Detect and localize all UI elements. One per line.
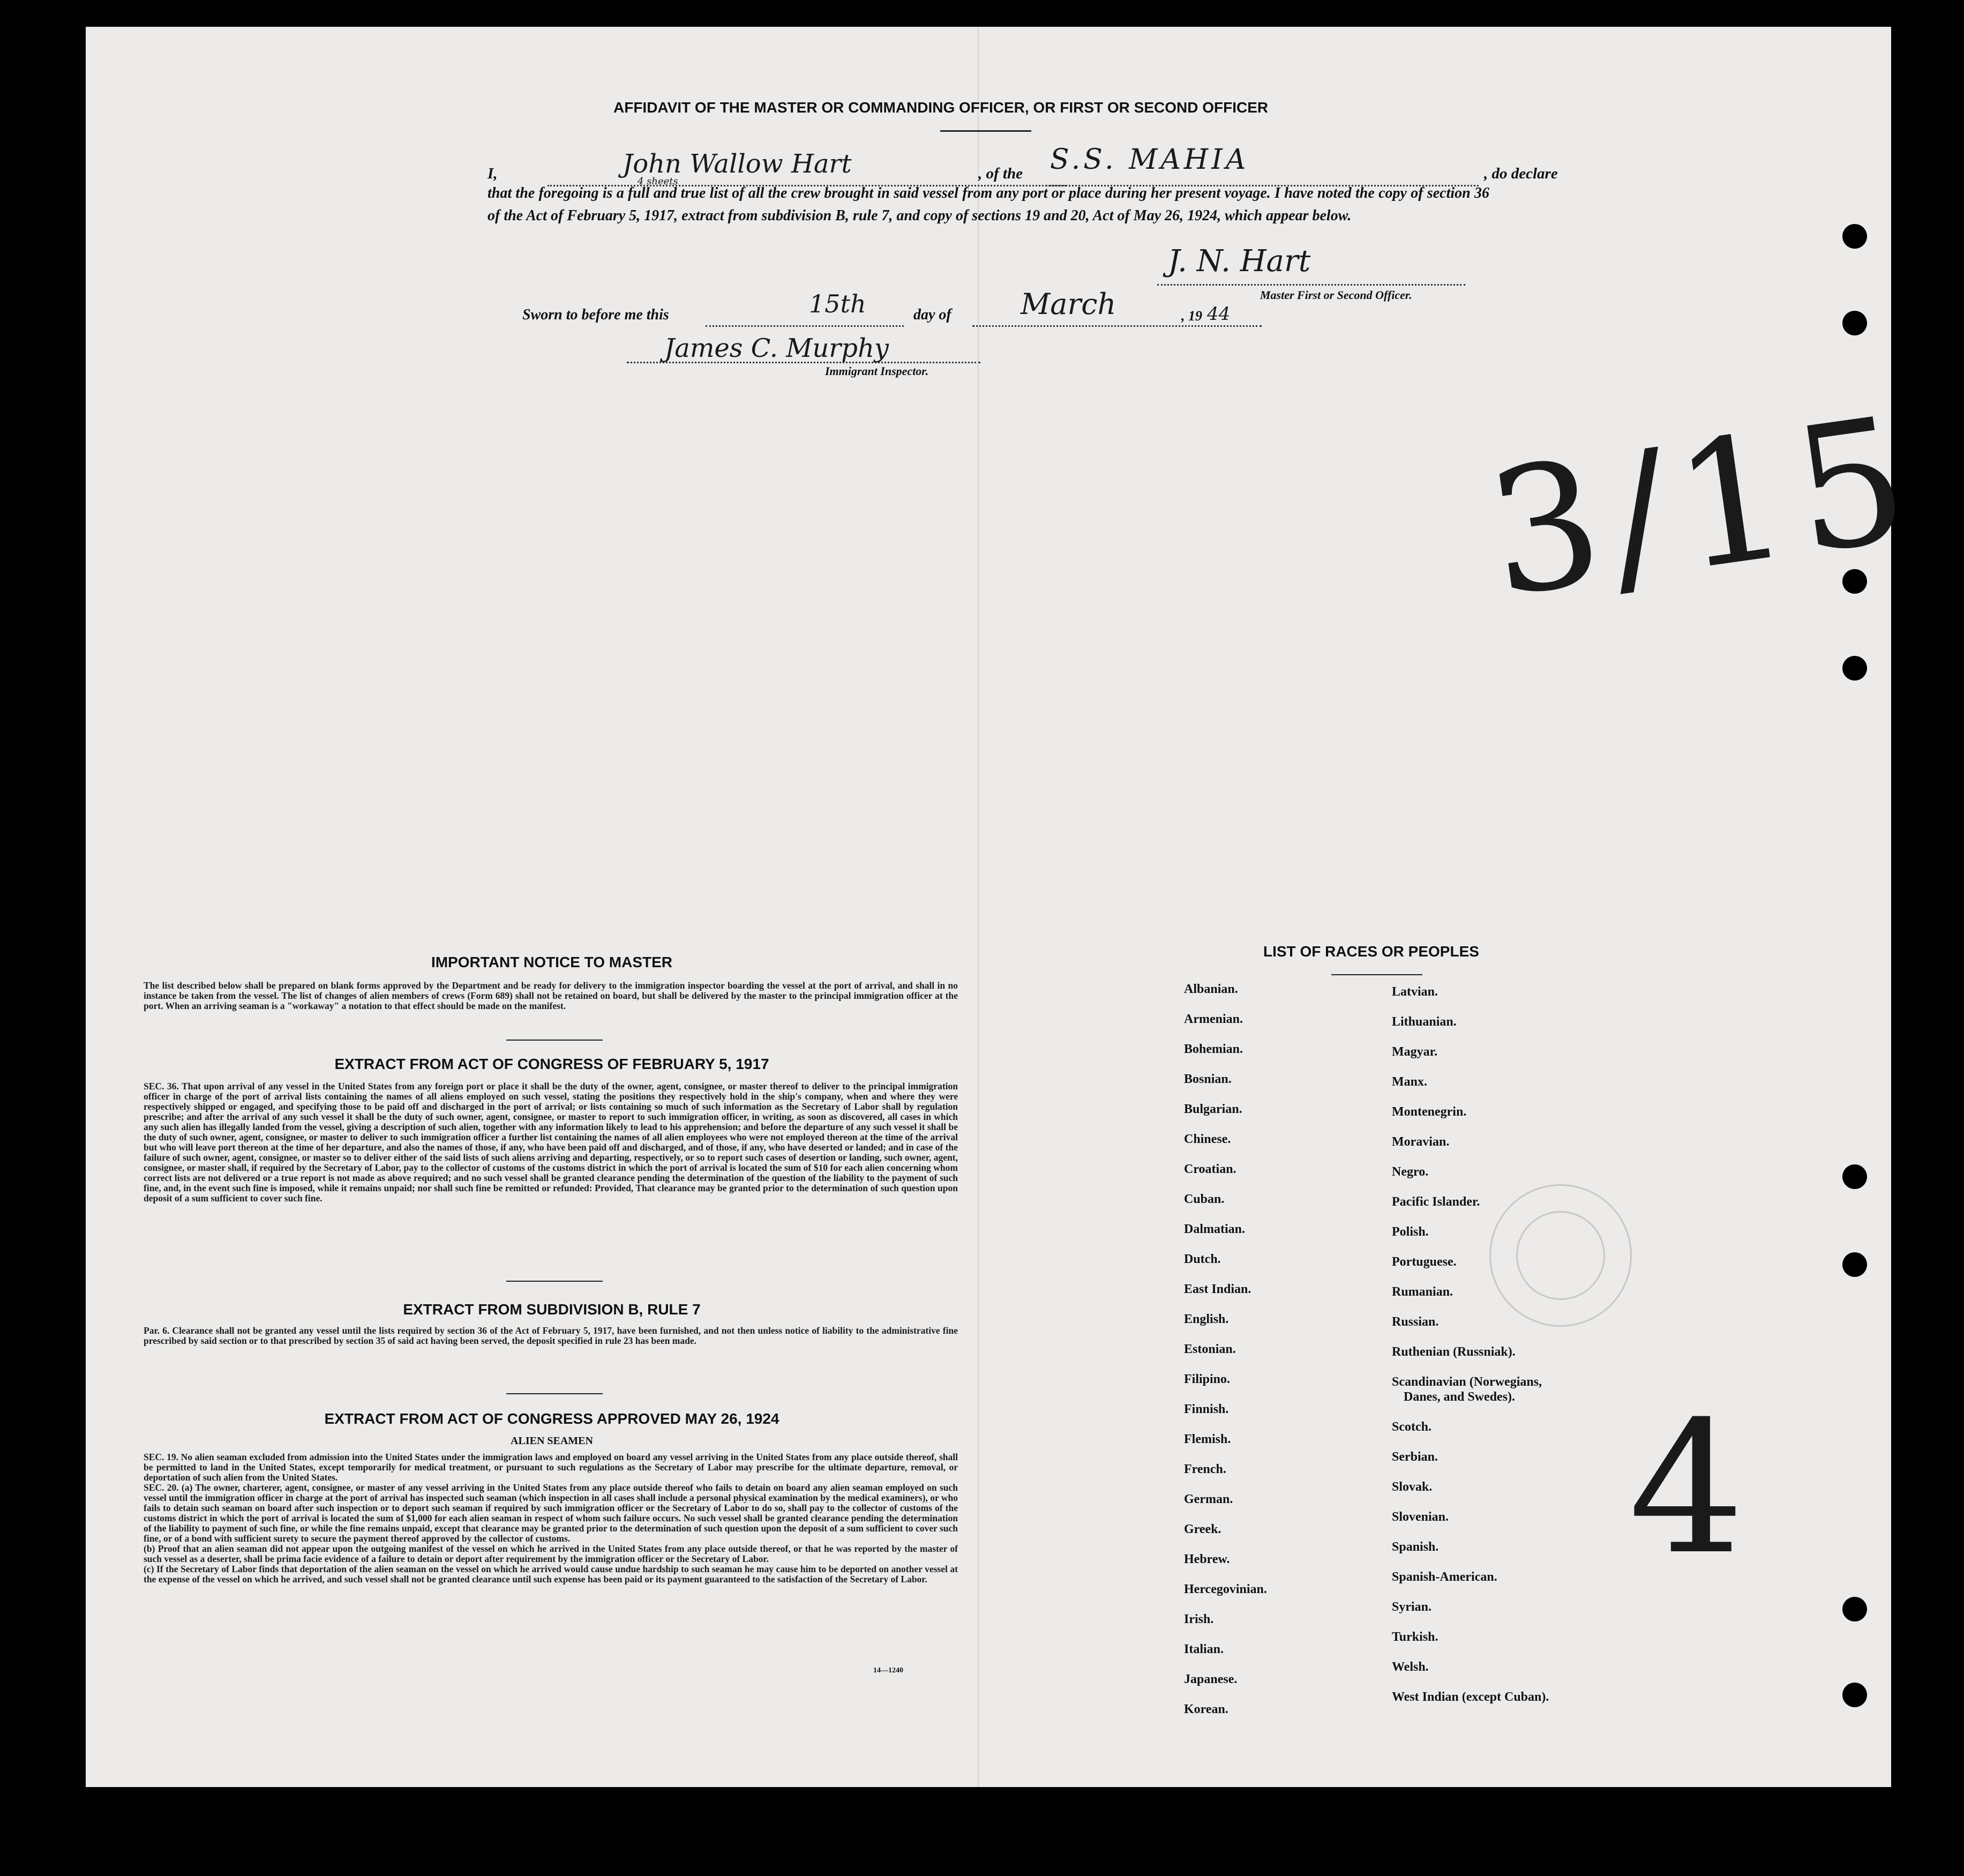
- punch-hole: [1842, 1683, 1867, 1707]
- vessel-name: S.S. MAHIA: [1050, 144, 1249, 176]
- day-line: [706, 325, 904, 327]
- race-item: Greek.: [1184, 1522, 1221, 1536]
- race-item: Cuban.: [1184, 1192, 1225, 1206]
- race-item: Armenian.: [1184, 1012, 1243, 1026]
- race-item: Manx.: [1392, 1075, 1427, 1089]
- race-item: Croatian.: [1184, 1162, 1236, 1176]
- race-item: Syrian.: [1392, 1600, 1432, 1614]
- race-item: Finnish.: [1184, 1402, 1229, 1416]
- inspector-label: Immigrant Inspector.: [825, 364, 929, 378]
- punch-hole: [1842, 311, 1867, 335]
- race-item: Negro.: [1392, 1165, 1429, 1179]
- date-annotation: 3/15: [1477, 378, 1929, 636]
- month-line: [972, 325, 1262, 327]
- of-the-label: , of the: [978, 165, 1023, 182]
- day-of-label: day of: [913, 307, 951, 323]
- race-item: Scotch.: [1392, 1420, 1431, 1434]
- race-item: Lithuanian.: [1392, 1015, 1457, 1029]
- page-fold: [978, 27, 979, 1787]
- signature-label: Master First or Second Officer.: [1260, 288, 1412, 302]
- race-item: Pacific Islander.: [1392, 1195, 1480, 1209]
- race-item: East Indian.: [1184, 1282, 1251, 1296]
- extract-1917-rule: [506, 1281, 603, 1282]
- form-number: 14—1240: [873, 1666, 903, 1675]
- race-item: English.: [1184, 1312, 1229, 1326]
- alien-seamen-subtitle: ALIEN SEAMEN: [511, 1435, 593, 1447]
- punch-hole: [1842, 656, 1867, 681]
- extract-1924-title: EXTRACT FROM ACT OF CONGRESS APPROVED MAY 26, 1924: [324, 1410, 779, 1427]
- race-item: Serbian.: [1392, 1450, 1438, 1464]
- sec-20a-text: SEC. 20. (a) The owner, charterer, agent, consignee, or master of any vessel arriving in the United States from any place outside thereof who fails to detain on board any alien seaman employed on such vessel until the immigration officer in charge at the port of arrival has inspected such seaman (which inspection in all cases shall include a personal physical examination by the medical examiners), or who fails to detain such seaman on board after such inspection or to deport such seaman if required by such immigration officer or the Secretary of Labor to do so, shall pay to the collector of customs of the customs district in which the port of arrival is located the sum of $1,000 for each alien seaman in respect of whom such failure occurs. No such vessel shall be granted clearance pending the determination of the liability to payment of such fine, or while the fine remains unpaid, except that clearance may be granted prior to the determination of such question upon the deposit of a sum sufficient to cover such fine, or of a bond with sufficient surety to secure the payment thereof approved by the collector of customs.: [144, 1482, 958, 1544]
- do-declare-label: , do declare: [1484, 165, 1558, 182]
- race-item: Scandinavian (Norwegians,: [1392, 1375, 1542, 1389]
- race-item: Korean.: [1184, 1702, 1228, 1716]
- races-rule: [1331, 974, 1422, 975]
- race-item: Estonian.: [1184, 1342, 1236, 1356]
- affidavit-title: AFFIDAVIT OF THE MASTER OR COMMANDING OFFICER, OR FIRST OR SECOND OFFICER: [613, 99, 1269, 116]
- rule7-rule: [506, 1393, 603, 1394]
- race-item: Turkish.: [1392, 1630, 1438, 1644]
- races-title: LIST OF RACES OR PEOPLES: [1263, 943, 1479, 960]
- race-item: Dalmatian.: [1184, 1222, 1245, 1236]
- punch-hole: [1842, 1597, 1867, 1621]
- race-item: Slovak.: [1392, 1480, 1433, 1494]
- extract-1924-body: [144, 1452, 958, 1584]
- page-number-annotation: 4: [1629, 1382, 1745, 1595]
- master-signature: J. N. Hart: [1168, 244, 1311, 279]
- race-item: Spanish-American.: [1392, 1570, 1497, 1584]
- affidavit-body: that the foregoing is a full and true list of all the crew brought in said vessel from any port or place during her present voyage. I have noted the copy of section 36 of the Act of February 5, 1917, extract from subdivision B, rule 7, and copy of sections 19 and 20, Act of May 26, 1924, which appear below.: [488, 185, 1489, 224]
- i-label: I,: [488, 165, 498, 182]
- race-item: Danes, and Swedes).: [1404, 1390, 1516, 1404]
- race-item: Japanese.: [1184, 1672, 1238, 1686]
- extract-1917-title: EXTRACT FROM ACT OF CONGRESS OF FEBRUARY 5, 1917: [334, 1056, 769, 1072]
- document-page: [86, 27, 1929, 1787]
- sworn-label: Sworn to before me this: [522, 307, 669, 323]
- race-item: French.: [1184, 1462, 1226, 1476]
- race-item: Italian.: [1184, 1642, 1224, 1656]
- notice-title: IMPORTANT NOTICE TO MASTER: [431, 954, 673, 970]
- race-item: Bohemian.: [1184, 1042, 1243, 1056]
- notice-rule: [506, 1040, 603, 1041]
- race-item: Latvian.: [1392, 985, 1438, 999]
- inspector-signature: James C. Murphy: [664, 333, 889, 363]
- sworn-year: 44: [1207, 303, 1231, 325]
- rule7-text: Par. 6. Clearance shall not be granted any vessel until the lists required by section 36 of the Act of February 5, 1917, have been furnished, and not then unless notice of liability to the administrative fine prescribed by said section or to that prescribed by section 35 of said act having been served, the deposit specified in rule 23 has been made.: [144, 1325, 958, 1346]
- race-item: Moravian.: [1392, 1135, 1450, 1149]
- race-item: Slovenian.: [1392, 1510, 1449, 1524]
- race-item: West Indian (except Cuban).: [1392, 1690, 1549, 1704]
- race-item: Chinese.: [1184, 1132, 1231, 1146]
- sworn-day: 15th: [809, 289, 866, 318]
- race-item: Portuguese.: [1392, 1255, 1457, 1269]
- race-item: Albanian.: [1184, 982, 1238, 996]
- punch-hole: [1842, 1164, 1867, 1189]
- race-item: Irish.: [1184, 1612, 1214, 1626]
- race-item: Polish.: [1392, 1225, 1429, 1239]
- sec-19-text: SEC. 19. No alien seaman excluded from admission into the United States under the immigration laws and employed on board any vessel arriving in the United States from any place outside thereof, shall be permitted to land in the United States, except temporarily for medical treatment, or pursuant to such regulations as the Secretary of Labor may prescribe for the ultimate departure, removal, or deportation of such alien from the United States.: [144, 1452, 958, 1483]
- extract-1917-text: SEC. 36. That upon arrival of any vessel in the United States from any foreign port or place it shall be the duty of the owner, agent, consignee, or master thereof to deliver to the principal immigration officer in charge of the port of arrival lists containing the names of all aliens employed on such vessel, stating the positions they respectively hold in the ship's company, when and where they were respectively shipped or engaged, and specifying those to be paid off and discharged in the port of arrival; or lists containing so much of such information as the Secretary of Labor shall by regulation prescribe; and after the arrival of any such vessel it shall be the duty of such owner, agent, consignee, or master to report to such immigration officer, in writing, as soon as discovered, all cases in which any such alien has illegally landed from the vessel, giving a description of such alien, together with any information likely to lead to his apprehension; and before the departure of any such vessel it shall be the duty of such owner, agent, consignee, or master to deliver to such immigration officer a further list containing the names of all alien employees who were not employed thereon at the time of the arrival but who will leave port thereon at the time of her departure, and also the names of those, if any, who have been paid off and discharged, and of those, if any, who have deserted or landed; and in case of the failure of such owner, agent, consignee, or master so to deliver either of the said lists of such aliens arriving and departing, respectively, or so to report such cases of desertion or landing, such owner, agent, consignee, or master shall, if required by the Secretary of Labor, pay to the collector of customs of the customs district in which the port of arrival is located the sum of $10 for each alien concerning whom correct lists are not delivered or a true report is not made as above required; and no such vessel shall be granted clearance pending the determination of the question of the liability to the payment of such fine, and, in the event such fine is imposed, while it remains unpaid; nor shall such fine be remitted or refunded: Provided, That clearance may be granted prior to the determination of such question upon deposit of a sum sufficient to cover such fine.: [144, 1081, 958, 1204]
- race-item: Spanish.: [1392, 1540, 1439, 1554]
- race-item: Russian.: [1392, 1315, 1439, 1329]
- race-item: German.: [1184, 1492, 1233, 1506]
- signature-line: [1157, 284, 1465, 286]
- race-item: Hercegovinian.: [1184, 1582, 1267, 1596]
- race-item: Rumanian.: [1392, 1285, 1453, 1299]
- race-item: Dutch.: [1184, 1252, 1221, 1266]
- sec-20b-text: (b) Proof that an alien seaman did not appear upon the outgoing manifest of the vessel on which he arrived in the United States from any place outside thereof, or that he was reported by the master of such vessel as a deserter, shall be prima facie evidence of a failure to detain or deport after requirement by the immigration officer or the Secretary of Labor.: [144, 1543, 958, 1564]
- race-item: Hebrew.: [1184, 1552, 1230, 1566]
- faint-seal-inner: [1516, 1211, 1605, 1300]
- race-item: Flemish.: [1184, 1432, 1231, 1446]
- rule7-title: EXTRACT FROM SUBDIVISION B, RULE 7: [403, 1301, 701, 1318]
- title-rule: [940, 130, 1031, 132]
- sworn-month: March: [1021, 287, 1116, 321]
- race-item: Welsh.: [1392, 1660, 1429, 1674]
- race-item: Montenegrin.: [1392, 1105, 1467, 1119]
- punch-hole: [1842, 1252, 1867, 1277]
- notice-text: The list described below shall be prepared on blank forms approved by the Department and be ready for delivery to the immigration inspector boarding the vessel at the port of arrival, and shall in no instance be taken from the vessel. The list of changes of alien members of crews (Form 689) shall not be retained on board, but shall be delivered by the master to the principal immigration officer at the port. When an arriving seaman is a "workaway" a notation to that effect should be made on the manifest.: [144, 980, 958, 1011]
- insertion-note: 4 sheets: [638, 176, 678, 187]
- race-item: Bosnian.: [1184, 1072, 1232, 1086]
- year-prefix: , 19: [1181, 308, 1202, 324]
- master-name: John Wallow Hart: [623, 149, 852, 179]
- race-item: Bulgarian.: [1184, 1102, 1242, 1116]
- sec-20c-text: (c) If the Secretary of Labor finds that deportation of the alien seaman on the vessel on which he arrived would cause undue hardship to such seaman he may cause him to be deported on another vessel at the expense of the vessel on which he arrived, and such vessel shall not be granted clearance until such expense has been paid or its payment guaranteed to the satisfaction of the Secretary of Labor.: [144, 1564, 958, 1584]
- race-item: Magyar.: [1392, 1045, 1438, 1059]
- race-item: Filipino.: [1184, 1372, 1231, 1386]
- punch-hole: [1842, 224, 1867, 249]
- race-item: Ruthenian (Russniak).: [1392, 1345, 1516, 1359]
